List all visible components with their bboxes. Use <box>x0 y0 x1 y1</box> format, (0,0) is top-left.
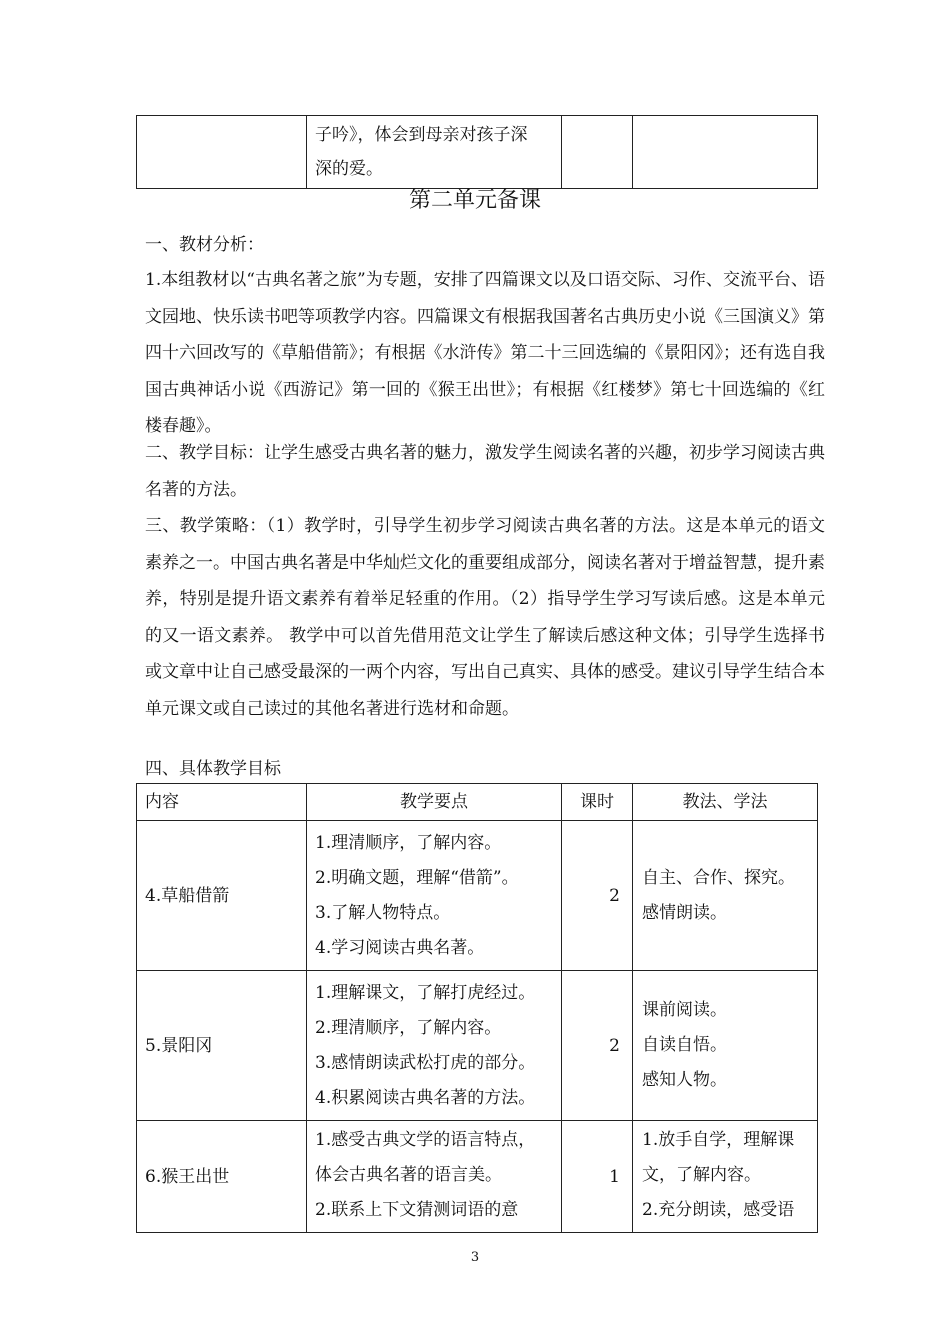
key-points-cell <box>307 971 562 1121</box>
page-number: 3 <box>470 1250 480 1265</box>
key-point: 1.理解课文，了解打虎经过。 <box>315 982 536 1003</box>
key-point: 2.联系上下文猜测词语的意 <box>315 1200 519 1220</box>
key-point: 4.积累阅读古典名著的方法。 <box>315 1087 536 1108</box>
method-item: 自读自悟。 <box>642 1035 727 1055</box>
lesson-hours: 2 <box>562 821 633 971</box>
key-point: 3.了解人物特点。 <box>315 902 451 923</box>
continued-table <box>136 115 818 189</box>
method-item: 课前阅读。 <box>642 1000 727 1020</box>
method-item: 2.充分朗读，感受语 <box>642 1200 795 1220</box>
table-row <box>137 1121 818 1233</box>
header-hours: 课时 <box>562 784 633 821</box>
key-point: 1.感受古典文学的语言特点， <box>315 1130 536 1150</box>
lesson-hours: 2 <box>562 971 633 1121</box>
table-header-row <box>137 784 818 821</box>
cell-line: 深的爱。 <box>315 159 383 179</box>
goals-table <box>136 783 818 1233</box>
method-item: 感情朗读。 <box>642 902 727 923</box>
method-item: 1.放手自学，理解课 <box>642 1130 795 1150</box>
section-title-goals: 四、具体教学目标 <box>145 759 281 779</box>
lesson-name: 4.草船借箭 <box>137 821 307 971</box>
method-item: 文，了解内容。 <box>642 1165 761 1185</box>
teaching-strategy-paragraph: 三、教学策略：（1）教学时，引导学生初步学习阅读古典名著的方法。这是本单元的语文素养之一。中国古典名著是中华灿烂文化的重要组成部分，阅读名著对于增益智慧，提升素养，特别是提升语文素养有着举足轻重的作用。（2）指导学生学习写读后感。这是本单元的又一语文素养。 教学中可以首先借用范文让学生了解读后感这种文体；引导学生选择书或文章中让自己感受最深的一两个内容，写出自己真实、具体的感受。建议引导学生结合本单元课文或自己读过的其他名著进行选材和命题。 <box>145 516 825 719</box>
table-row <box>137 116 818 189</box>
key-point: 1.理清顺序，了解内容。 <box>315 832 502 853</box>
method-item: 感知人物。 <box>642 1070 727 1090</box>
analysis-paragraph: 1.本组教材以“古典名著之旅”为专题，安排了四篇课文以及口语交际、习作、交流平台、语文园地、快乐读书吧等项教学内容。四篇课文有根据我国著名古典历史小说《三国演义》第四十六回改写的《草船借箭》；有根据《水浒传》第二十三回选编的《景阳冈》；还有选自我国古典神话小说《西游记》第一回的《猴王出世》；有根据《红楼梦》第七十回选编的《红楼春趣》。 <box>145 270 825 437</box>
key-point: 2.理清顺序，了解内容。 <box>315 1017 502 1038</box>
table-row <box>137 821 818 971</box>
header-content: 内容 <box>137 784 307 821</box>
methods-cell <box>633 971 818 1121</box>
key-point: 4.学习阅读古典名著。 <box>315 937 485 958</box>
unit-heading: 第二单元备课 <box>408 188 541 213</box>
section-title-analysis: 一、教材分析： <box>145 235 264 255</box>
table-cell-content <box>307 116 562 189</box>
table-row <box>137 971 818 1121</box>
methods-cell <box>633 821 818 971</box>
key-points-cell <box>307 821 562 971</box>
lesson-name: 5.景阳冈 <box>137 971 307 1121</box>
lesson-name: 6.猴王出世 <box>137 1121 307 1233</box>
key-points-cell <box>307 1121 562 1233</box>
method-item: 自主、合作、探究。 <box>642 867 795 888</box>
key-point: 体会古典名著的语言美。 <box>315 1165 502 1185</box>
table-cell-empty <box>633 116 818 189</box>
header-key-points: 教学要点 <box>307 784 562 821</box>
header-methods: 教法、学法 <box>633 784 818 821</box>
key-point: 3.感情朗读武松打虎的部分。 <box>315 1052 536 1073</box>
key-point: 2.明确文题，理解“借箭”。 <box>315 867 519 888</box>
teaching-goal-paragraph: 二、教学目标：让学生感受古典名著的魅力，激发学生阅读名著的兴趣，初步学习阅读古典名著的方法。 <box>145 443 825 500</box>
table-cell-empty <box>137 116 307 189</box>
table-cell-empty <box>562 116 633 189</box>
cell-line: 子吟》，体会到母亲对孩子深 <box>315 125 528 145</box>
lesson-hours: 1 <box>562 1121 633 1233</box>
methods-cell <box>633 1121 818 1233</box>
